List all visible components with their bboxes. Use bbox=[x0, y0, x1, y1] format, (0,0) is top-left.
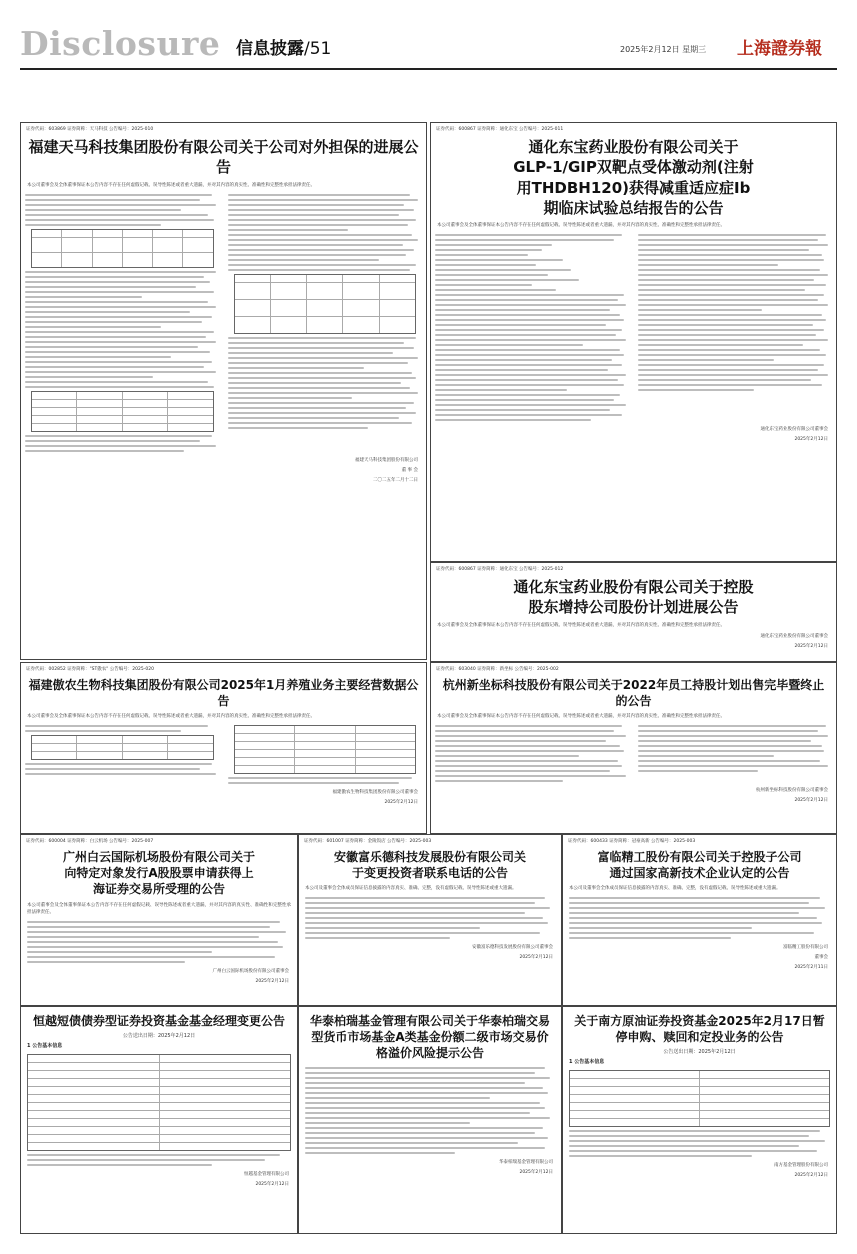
notice-signature: 杭州新坐标科技股份有限公司董事会 bbox=[756, 788, 828, 794]
notice-title: 恒越短债债券型证券投资基金基金经理变更公告 bbox=[32, 1014, 285, 1028]
notice-column-right bbox=[224, 191, 427, 455]
guarantee-detail-table bbox=[234, 274, 417, 334]
notice-huatai-fund bbox=[298, 1006, 562, 1234]
notice-intro: 本公司董事会及全体董事保证本公告内容不存在任何虚假记载、误导性陈述或者重大遗漏，并对其内容的真实性、准确性和完整性承担法律责任。 bbox=[27, 902, 291, 915]
sales-table bbox=[31, 735, 214, 760]
notice-columns bbox=[21, 191, 426, 455]
fund-info-table bbox=[27, 1054, 291, 1151]
notice-signature: 安徽富乐德科技发展股份有限公司董事会 bbox=[472, 945, 553, 951]
notice-date: 2025年2月12日 bbox=[519, 955, 553, 961]
notice-meta: 证券代码：600867 证券简称：通化东宝 公告编号：2025-012 bbox=[436, 567, 564, 572]
notice-hengyue-fund bbox=[20, 1006, 298, 1234]
notice-intro: 本公司及董事会全体成员保证信息披露的内容真实、准确、完整，没有虚假记载、误导性陈述或重大遗漏。 bbox=[305, 886, 517, 892]
notice-date: 2025年2月12日 bbox=[794, 437, 828, 442]
notice-title: 福建傲农生物科技集团股份有限公司2025年1月养殖业务主要经营数据公告 bbox=[28, 678, 419, 709]
notice-signature: 广州白云国际机场股份有限公司董事会 bbox=[212, 968, 289, 974]
subsidiary-table bbox=[31, 391, 214, 432]
notice-column-right bbox=[224, 722, 427, 787]
notice-intro: 本公司董事会及全体董事保证本公告内容不存在任何虚假记载、误导性陈述或者重大遗漏，并对其内容的真实性、准确性和完整性承担法律责任。 bbox=[437, 714, 725, 720]
notice-date: 2025年2月12日 bbox=[255, 978, 289, 984]
notice-baiyun-airport bbox=[20, 834, 298, 1006]
notice-column-right bbox=[634, 722, 837, 785]
notice-intro: 本公司董事会及全体董事保证本公告内容不存在任何虚假记载、误导性陈述或者重大遗漏，并对其内容的真实性、准确性和完整性承担法律责任。 bbox=[27, 714, 315, 720]
notice-signature-board: 董事会 bbox=[814, 955, 828, 961]
notice-meta: 证券代码：601007 证券简称：金陵饭店 公告编号：2025-003 bbox=[304, 839, 432, 844]
notice-section-heading: 1 公告基本信息 bbox=[569, 1059, 605, 1066]
notice-tianma bbox=[20, 122, 427, 660]
notice-body bbox=[21, 1154, 297, 1166]
notice-title: 华泰柏瑞基金管理有限公司关于华泰柏瑞交易型货币市场基金A类基金份额二级市场交易价格溢价风险提示公告 bbox=[309, 1014, 550, 1061]
notice-aonong bbox=[20, 662, 427, 834]
notice-date: 2025年2月12日 bbox=[384, 800, 418, 806]
notice-signature: 华泰柏瑞基金管理有限公司 bbox=[499, 1159, 553, 1165]
notice-intro: 本公司董事会及全体董事保证本公告内容不存在任何虚假记载、误导性陈述或者重大遗漏，并对其内容的真实性、准确性和完整性承担法律责任。 bbox=[437, 223, 725, 228]
notice-title: 关于南方原油证券投资基金2025年2月17日暂停申购、赎回和定投业务的公告 bbox=[574, 1014, 825, 1045]
notice-date: 2025年2月12日 bbox=[519, 1169, 553, 1175]
notice-columns bbox=[431, 722, 836, 785]
section-name: 信息披露 bbox=[236, 39, 304, 59]
notice-body bbox=[299, 897, 561, 939]
notice-signature: 福建天马科技集团股份有限公司 bbox=[355, 457, 418, 463]
notice-signature: 通化东宝药业股份有限公司董事会 bbox=[760, 633, 828, 639]
masthead bbox=[0, 0, 857, 66]
notice-announce-date: 公告送出日期：2025年2月12日 bbox=[122, 1033, 196, 1040]
notice-signature-board: 董 事 会 bbox=[401, 467, 418, 473]
section-title bbox=[236, 34, 331, 59]
monthly-data-table bbox=[234, 725, 417, 774]
disclosure-logo: Disclosure bbox=[20, 24, 221, 63]
notice-tonghua-holding bbox=[430, 562, 837, 662]
notice-signature: 福建傲农生物科技集团股份有限公司董事会 bbox=[332, 790, 418, 796]
notice-announce-date: 公告送出日期：2025年2月12日 bbox=[663, 1049, 736, 1056]
notice-title: 福建天马科技集团股份有限公司关于公司对外担保的进展公告 bbox=[28, 138, 419, 177]
notice-southern-fund bbox=[562, 1006, 837, 1234]
notice-column-right bbox=[634, 231, 837, 424]
notice-body bbox=[563, 897, 836, 939]
notice-column-left bbox=[431, 231, 634, 424]
notice-fulede bbox=[298, 834, 562, 1006]
issue-date: 2025年2月12日 星期三 bbox=[620, 45, 707, 54]
notice-signature: 南方基金管理股份有限公司 bbox=[774, 1163, 828, 1169]
notice-signature: 富临精工股份有限公司 bbox=[783, 945, 828, 951]
notice-meta: 证券代码：603040 证券简称：新坐标 公告编号：2025-002 bbox=[436, 667, 559, 672]
notice-title: 通化东宝药业股份有限公司关于GLP-1/GIP双靶点受体激动剂(注射用THDBH120)获得减重适应症Ib期临床试验总结报告的公告 bbox=[513, 138, 754, 217]
notice-tonghua-glp1 bbox=[430, 122, 837, 562]
notice-signature: 恒越基金管理有限公司 bbox=[244, 1172, 289, 1178]
notice-meta: 证券代码：600004 证券简称：白云机场 公告编号：2025-007 bbox=[26, 839, 154, 844]
notice-date: 二〇二五年二月十二日 bbox=[373, 477, 418, 483]
notice-body bbox=[563, 1130, 836, 1157]
notice-body bbox=[21, 921, 297, 963]
notice-title: 富临精工股份有限公司关于控股子公司通过国家高新技术企业认定的公告 bbox=[597, 850, 802, 881]
notice-title: 通化东宝药业股份有限公司关于控股股东增持公司股份计划进展公告 bbox=[513, 578, 754, 617]
notice-meta: 证券代码：600433 证券简称：冠豪高新 公告编号：2025-003 bbox=[568, 839, 696, 844]
notice-columns bbox=[431, 231, 836, 424]
notice-intro: 本公司董事会及全体董事保证本公告内容不存在任何虚假记载、误导性陈述或者重大遗漏，并对其内容的真实性、准确性和完整性承担法律责任。 bbox=[437, 622, 725, 628]
notice-date: 2025年2月12日 bbox=[794, 643, 828, 649]
notice-xinzuobiao bbox=[430, 662, 837, 834]
guarantee-table bbox=[31, 229, 214, 268]
notice-title: 安徽富乐德科技发展股份有限公司关于变更投资者联系电话的公告 bbox=[333, 850, 526, 881]
notice-intro: 本公司及董事会全体成员保证信息披露的内容真实、准确、完整，没有虚假记载、误导性陈述或重大遗漏。 bbox=[569, 886, 781, 892]
notice-title: 杭州新坐标科技股份有限公司关于2022年员工持股计划出售完毕暨终止的公告 bbox=[442, 678, 825, 709]
notice-column-left bbox=[21, 722, 224, 787]
header-rule bbox=[20, 68, 837, 70]
notice-meta: 证券代码：600867 证券简称：通化东宝 公告编号：2025-011 bbox=[436, 127, 564, 132]
notice-meta: 证券代码：603869 证券简称：天马科技 公告编号：2025-010 bbox=[26, 127, 154, 132]
notice-signature: 通化东宝药业股份有限公司董事会 bbox=[760, 427, 828, 432]
notice-date: 2025年2月12日 bbox=[794, 1173, 828, 1179]
newspaper-name: 上海證券報 bbox=[737, 39, 822, 59]
notice-section-heading: 1 公告基本信息 bbox=[27, 1043, 63, 1050]
notice-body bbox=[299, 1067, 561, 1154]
notice-date: 2025年2月11日 bbox=[794, 965, 828, 971]
notice-date: 2025年2月12日 bbox=[794, 798, 828, 804]
notice-date: 2025年2月12日 bbox=[255, 1182, 289, 1188]
notice-intro: 本公司董事会及全体董事保证本公告内容不存在任何虚假记载、误导性陈述或者重大遗漏，并对其内容的真实性、准确性和完整性承担法律责任。 bbox=[27, 182, 315, 188]
notice-column-left bbox=[21, 191, 224, 455]
notice-column-left bbox=[431, 722, 634, 785]
page-number: /51 bbox=[304, 39, 332, 59]
notice-meta: 证券代码：002852 证券简称："ST傲农" 公告编号：2025-020 bbox=[26, 667, 154, 672]
notice-fulin bbox=[562, 834, 837, 1006]
notice-title: 广州白云国际机场股份有限公司关于向特定对象发行A股股票申请获得上海证券交易所受理的公告 bbox=[62, 850, 255, 897]
notice-columns bbox=[21, 722, 426, 787]
suspension-table bbox=[569, 1070, 830, 1127]
